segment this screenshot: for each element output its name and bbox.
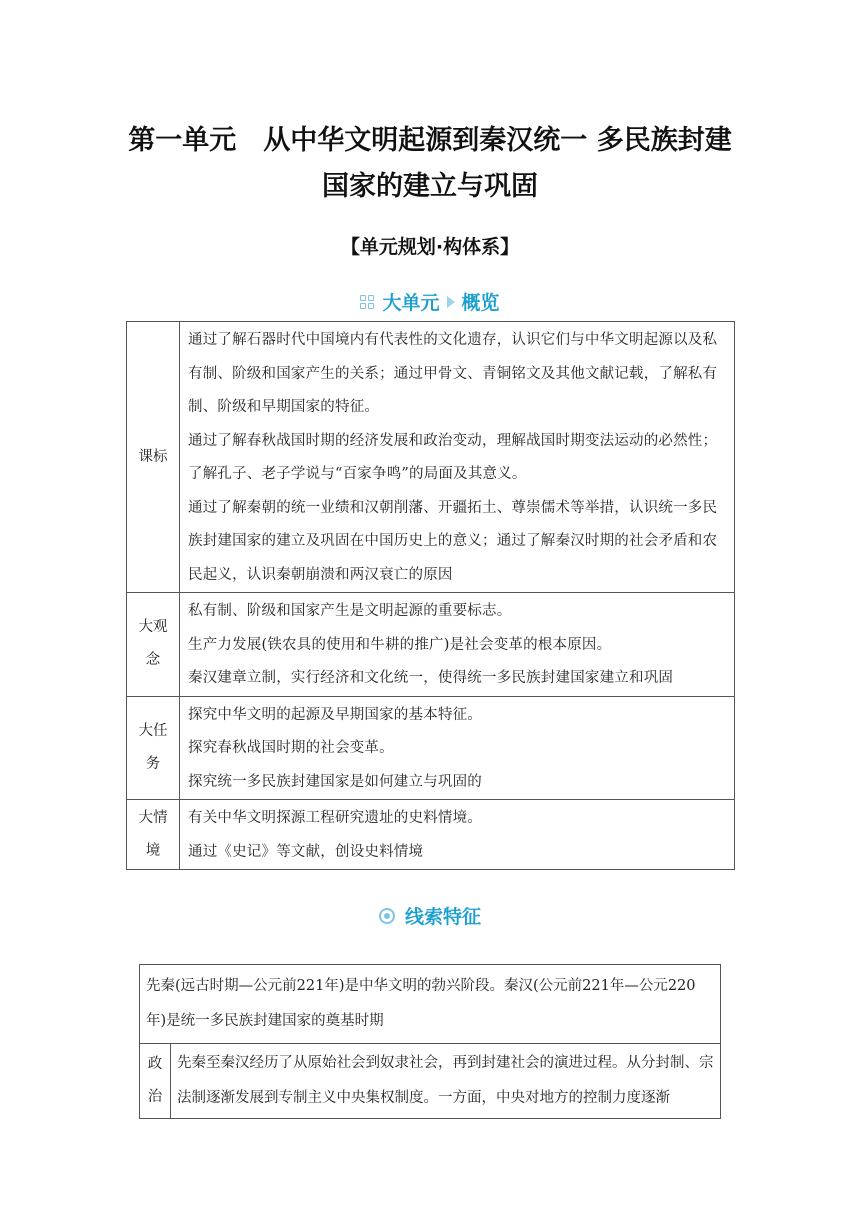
paragraph: 通过了解春秋战国时期的经济发展和政治变动，理解战国时期变法运动的必然性；了解孔子、老子学说与“百家争鸣”的局面及其意义。 (188, 432, 718, 482)
paragraph: 通过了解石器时代中国境内有代表性的文化遗存，认识它们与中华文明起源以及私有制、阶级和国家产生的关系；通过甲骨文、青铜铭文及其他文献记载，了解私有制、阶级和早期国家的特征。 (188, 332, 718, 415)
section-subtitle: 【单元规划·构体系】 (340, 236, 520, 258)
arrow-right-icon (447, 296, 455, 308)
table-row (140, 965, 721, 1044)
row-content (180, 593, 735, 697)
overview-table (126, 321, 735, 870)
row-label: 课标 (127, 322, 180, 593)
leaf-icon (379, 908, 395, 924)
row-label: 政治 (140, 1044, 171, 1119)
grid-icon (360, 295, 374, 309)
row-content (180, 696, 735, 800)
paragraph: 私有制、阶级和国家产生是文明起源的重要标志。 (188, 603, 512, 619)
row-label: 大任务 (127, 696, 180, 800)
paragraph: 探究统一多民族封建国家是如何建立与巩固的 (188, 773, 482, 790)
table-row (127, 696, 735, 800)
page-title-line-2: 国家的建立与巩固 (322, 171, 538, 202)
page-title-line-1: 第一单元 从中华文明起源到秦汉统一 多民族封建 (128, 125, 732, 156)
table-row (127, 322, 735, 593)
overview-heading (0, 288, 860, 315)
clues-heading-label: 线索特征 (404, 906, 481, 928)
table-row (127, 800, 735, 870)
overview-heading-part2: 概览 (461, 292, 500, 314)
row-label: 大观念 (127, 593, 180, 697)
paragraph: 有关中华文明探源工程研究遗址的史料情境。 (188, 810, 482, 826)
paragraph: 生产力发展(铁农具的使用和牛耕的推广)是社会变革的根本原因。 (188, 636, 612, 653)
intro-cell (140, 965, 721, 1044)
paragraph: 秦汉建章立制，实行经济和文化统一，使得统一多民族封建国家建立和巩固 (188, 670, 674, 686)
paragraph: 探究中华文明的起源及早期国家的基本特征。 (188, 706, 482, 723)
table-row (127, 593, 735, 697)
row-content (171, 1044, 721, 1119)
overview-heading-part1: 大单元 (382, 292, 440, 314)
intro-text: 先秦(远古时期—公元前221年)是中华文明的勃兴阶段。秦汉(公元前221年—公元220年)是统一多民族封建国家的奠基时期 (146, 978, 696, 1029)
paragraph: 探究春秋战国时期的社会变革。 (188, 740, 394, 756)
row-content (180, 322, 735, 593)
clues-heading (0, 902, 860, 929)
clues-table (139, 964, 721, 1119)
table-row (140, 1044, 721, 1119)
paragraph: 通过了解秦朝的统一业绩和汉朝削藩、开疆拓土、尊崇儒术等举措，认识统一多民族封建国家的建立及巩固在中国历史上的意义；通过了解秦汉时期的社会矛盾和农民起义，认识秦朝崩溃和两汉衰亡的原因 (188, 499, 718, 583)
paragraph: 先秦至秦汉经历了从原始社会到奴隶社会，再到封建社会的演进过程。从分封制、宗法制逐渐发展到专制主义中央集权制度。一方面，中央对地方的控制力度逐渐 (177, 1055, 714, 1106)
paragraph: 通过《史记》等文献，创设史料情境 (188, 843, 424, 860)
row-label: 大情境 (127, 800, 180, 870)
row-content (180, 800, 735, 870)
